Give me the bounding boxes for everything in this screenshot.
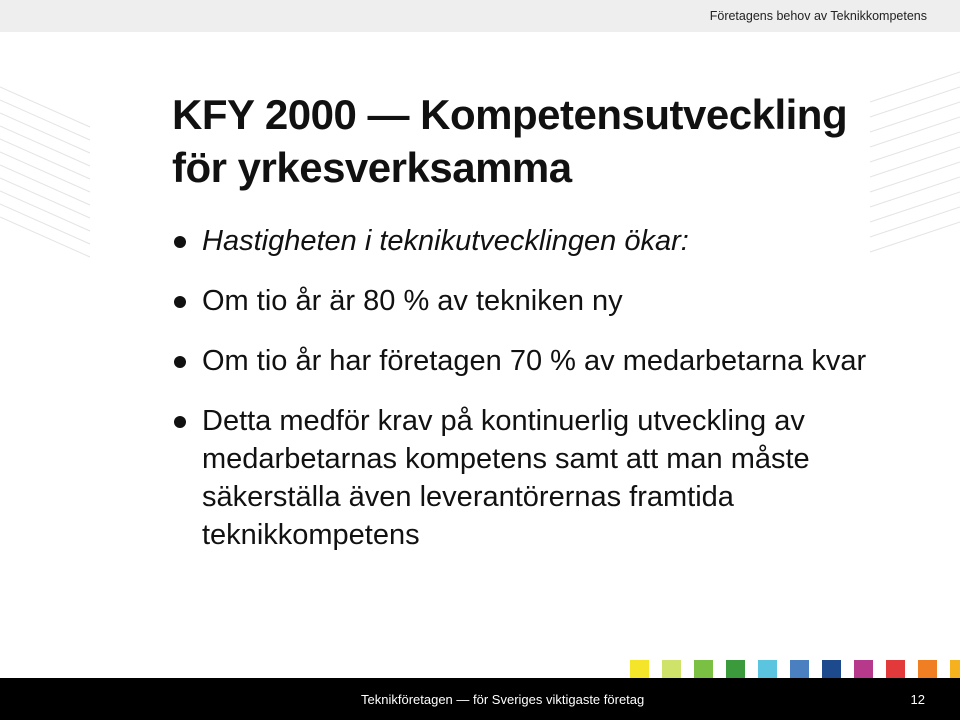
bullet-text: Om tio år är 80 % av tekniken ny	[202, 285, 623, 317]
color-square	[726, 660, 745, 678]
header-text: Företagens behov av Teknikkompetens	[709, 9, 927, 23]
color-square	[950, 660, 960, 678]
color-square	[662, 660, 681, 678]
bullet-item	[172, 402, 892, 554]
bullet-dot-icon	[174, 236, 186, 248]
color-square	[822, 660, 841, 678]
footer-bar	[0, 678, 960, 720]
top-header	[0, 0, 960, 32]
bullet-item	[172, 222, 892, 260]
slide-title: KFY 2000 — Kompetensutveckling för yrkesverksamma	[172, 91, 848, 191]
bullet-dot-icon	[174, 296, 186, 308]
color-square	[630, 660, 649, 678]
color-square	[758, 660, 777, 678]
bullet-dot-icon	[174, 416, 186, 428]
bullet-dot-icon	[174, 356, 186, 368]
brand-color-squares	[630, 660, 960, 678]
bullet-text: Om tio år har företagen 70 % av medarbetarna kvar	[202, 345, 867, 377]
footer-text: Teknikföretagen — för Sveriges viktigaste företag	[361, 692, 645, 707]
bullet-item	[172, 282, 892, 320]
color-square	[790, 660, 809, 678]
bullet-item	[172, 342, 892, 380]
bullet-text: Detta medför krav på kontinuerlig utveckling av medarbetarnas kompetens samt att man måste säkerställa även leverantörernas framtida teknikkompetens	[202, 405, 810, 551]
color-square	[886, 660, 905, 678]
color-square	[694, 660, 713, 678]
page-number: 12	[910, 692, 925, 707]
color-square	[854, 660, 873, 678]
bullet-list	[172, 222, 892, 576]
bullet-text: Hastigheten i teknikutvecklingen ökar:	[202, 225, 689, 257]
color-square	[918, 660, 937, 678]
